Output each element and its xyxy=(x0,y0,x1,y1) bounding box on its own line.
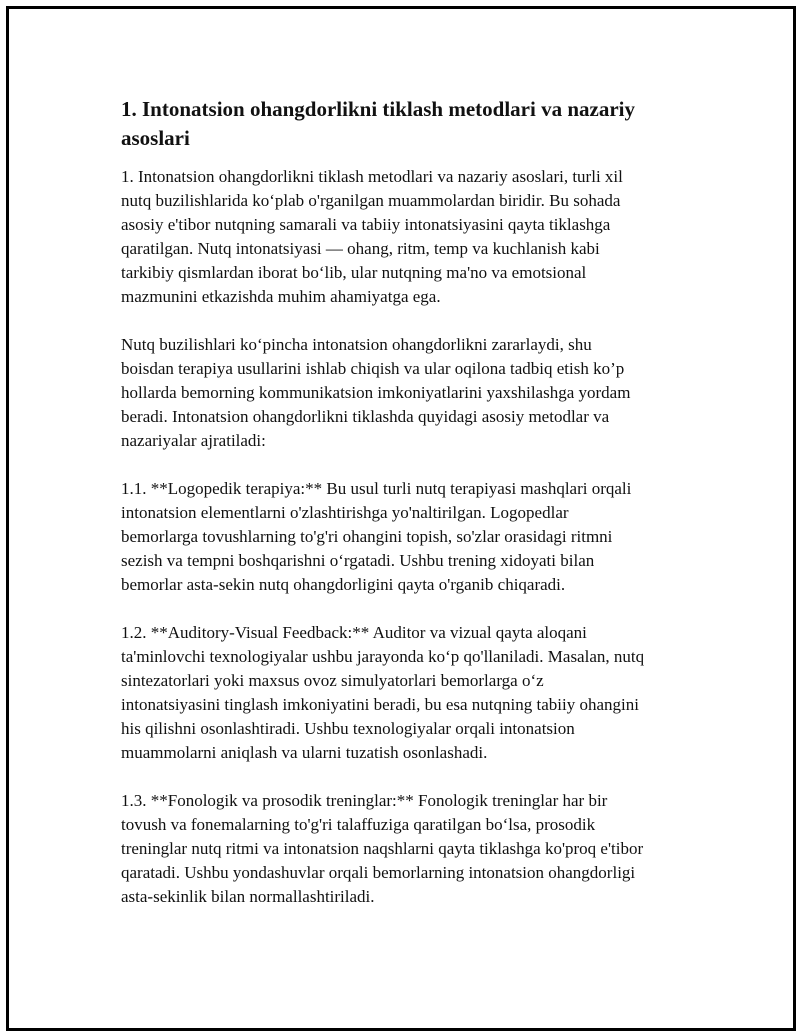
document-body xyxy=(121,95,691,933)
paragraph-logopedic-therapy xyxy=(121,477,691,597)
paragraph-line: 1.3. **Fonologik va prosodik treninglar:** Fonologik treninglar har bir xyxy=(121,791,608,810)
paragraph-line: beradi. Intonatsion ohangdorlikni tiklashda quyidagi asosiy metodlar va xyxy=(121,407,610,426)
paragraph-line: asosiy e'tibor nutqning samarali va tabiiy intonatsiyasini qayta tiklashga xyxy=(121,215,611,234)
page-frame xyxy=(6,6,796,1031)
paragraph-line: nutq buzilishlarida koʻplab o'rganilgan muammolardan biridir. Bu sohada xyxy=(121,191,621,210)
paragraph-line: intonatsion elementlarni o'zlashtirishga yo'naltirilgan. Logopedlar xyxy=(121,503,569,522)
section-heading xyxy=(121,95,691,153)
paragraph-line: treninglar nutq ritmi va intonatsion naqshlarni qayta tiklashga ko'proq e'tibor xyxy=(121,839,644,858)
paragraph-line: asta-sekinlik bilan normallashtiriladi. xyxy=(121,887,375,906)
paragraph-line: Nutq buzilishlari koʻpincha intonatsion ohangdorlikni zararlaydi, shu xyxy=(121,335,592,354)
paragraph-line: qaratadi. Ushbu yondashuvlar orqali bemorlarning intonatsion ohangdorligi xyxy=(121,863,636,882)
paragraph-line: bemorlarga tovushlarning to'g'ri ohangini topish, so'zlar orasidagi ritmni xyxy=(121,527,613,546)
paragraph-line: intonatsiyasini tinglash imkoniyatini beradi, bu esa nutqning tabiiy ohangini xyxy=(121,695,639,714)
paragraph-intro xyxy=(121,165,691,309)
heading-line: asoslari xyxy=(121,126,190,150)
paragraph-line: sintezatorlari yoki maxsus ovoz simulyatorlari bemorlarga oʻz xyxy=(121,671,544,690)
paragraph-line: sezish va tempni boshqarishni oʻrgatadi. Ushbu trening xidoyati bilan xyxy=(121,551,595,570)
paragraph-line: boisdan terapiya usullarini ishlab chiqish va ular oqilona tadbiq etish ko’p xyxy=(121,359,625,378)
paragraph-line: hollarda bemorning kommunikatsion imkoniyatlarini yaxshilashga yordam xyxy=(121,383,631,402)
paragraph-line: mazmunini etkazishda muhim ahamiyatga ega. xyxy=(121,287,441,306)
paragraph-line: tovush va fonemalarning to'g'ri talaffuziga qaratilgan boʻlsa, prosodik xyxy=(121,815,596,834)
paragraph-line: his qilishni osonlashtiradi. Ushbu texnologiyalar orqali intonatsion xyxy=(121,719,575,738)
paragraph-line: 1.2. **Auditory-Visual Feedback:** Auditor va vizual qayta aloqani xyxy=(121,623,587,642)
heading-line: 1. Intonatsion ohangdorlikni tiklash metodlari va nazariy xyxy=(121,97,635,121)
paragraph-line: tarkibiy qismlardan iborat boʻlib, ular nutqning ma'no va emotsional xyxy=(121,263,587,282)
paragraph-line: 1. Intonatsion ohangdorlikni tiklash metodlari va nazariy asoslari, turli xil xyxy=(121,167,623,186)
paragraph-line: qaratilgan. Nutq intonatsiyasi — ohang, ritm, temp va kuchlanish kabi xyxy=(121,239,600,258)
paragraph-line: 1.1. **Logopedik terapiya:** Bu usul turli nutq terapiyasi mashqlari orqali xyxy=(121,479,632,498)
paragraph-methods-overview xyxy=(121,333,691,453)
paragraph-auditory-visual-feedback xyxy=(121,621,691,765)
paragraph-phonological-prosodic xyxy=(121,789,691,909)
paragraph-line: ta'minlovchi texnologiyalar ushbu jarayonda koʻp qo'llaniladi. Masalan, nutq xyxy=(121,647,645,666)
paragraph-line: nazariyalar ajratiladi: xyxy=(121,431,266,450)
paragraph-line: bemorlar asta-sekin nutq ohangdorligini qayta o'rganib chiqaradi. xyxy=(121,575,566,594)
paragraph-line: muammolarni aniqlash va ularni tuzatish osonlashadi. xyxy=(121,743,488,762)
